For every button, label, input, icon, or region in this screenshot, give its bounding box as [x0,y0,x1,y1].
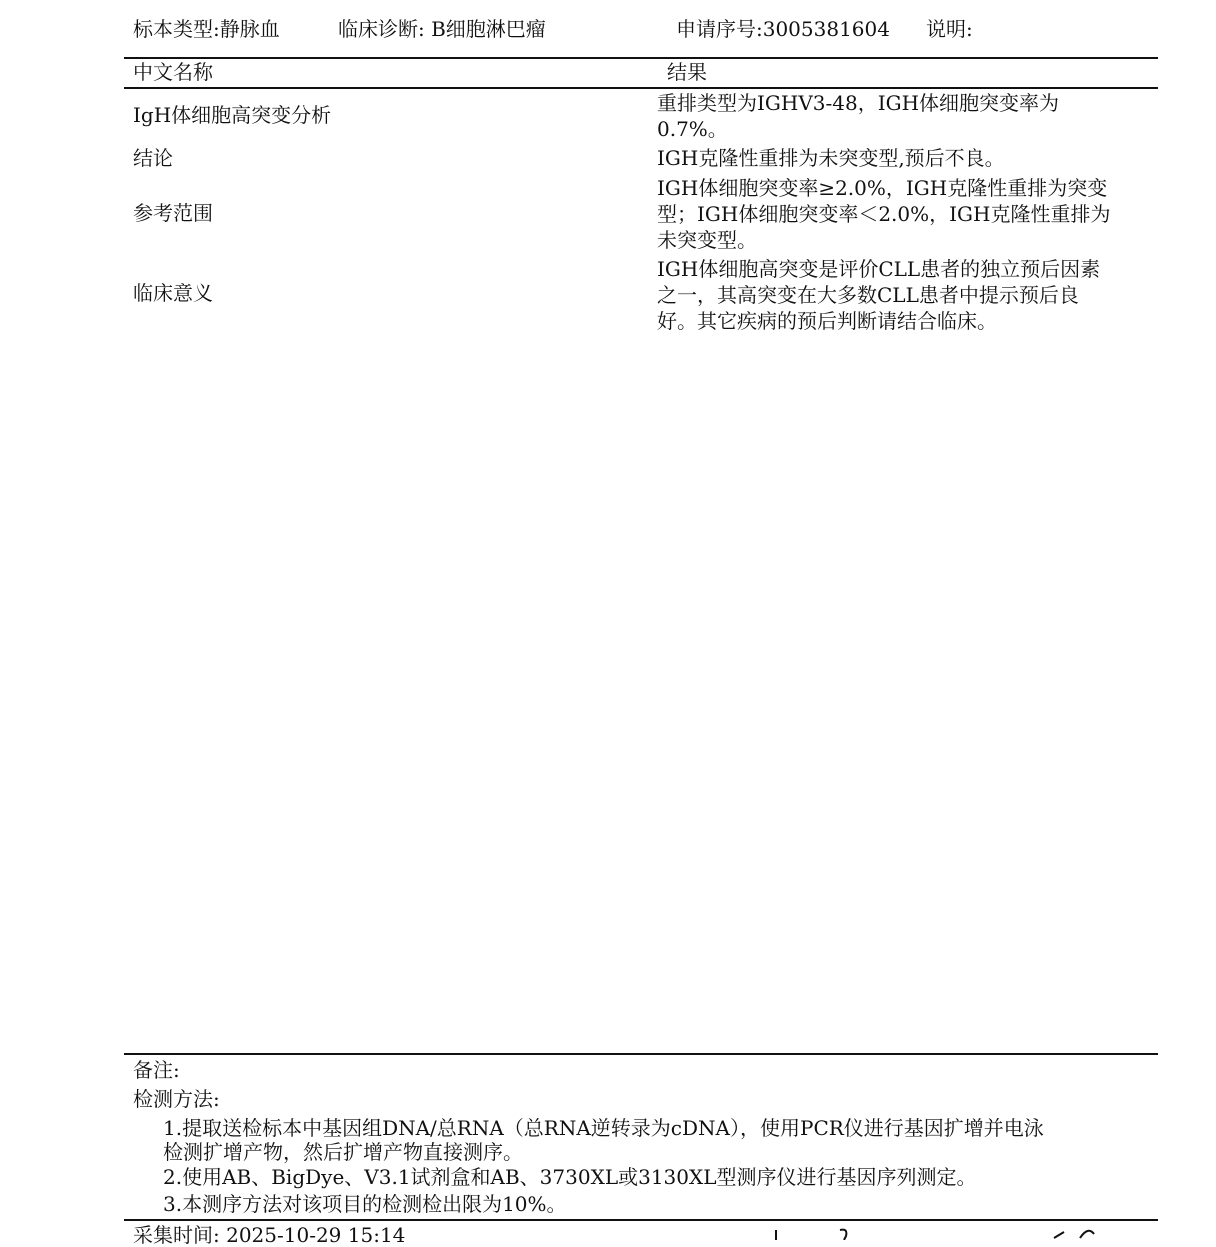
row-name-conclusion: 结论 [133,146,173,170]
method-item-2: 2.使用AB、BigDye、V3.1试剂盒和AB、3730XL或3130XL型测序仪进行基因序列测定。 [163,1165,977,1189]
row-name-clinical-significance: 临床意义 [133,281,213,305]
method-label: 检测方法: [133,1087,220,1111]
signature-mark [1050,1228,1110,1240]
method-item-1: 1.提取送检标本中基因组DNA/总RNA（总RNA逆转录为cDNA），使用PCR仪进行基因扩增并电泳 [163,1116,1044,1140]
row-name-igh-analysis: IgH体细胞高突变分析 [133,103,332,127]
remarks-top-rule [124,1053,1158,1055]
result-line: 之一，其高突变在大多数CLL患者中提示预后良 [657,283,1079,307]
request-number: 申请序号:3005381604 [676,17,890,41]
result-line: IGH体细胞高突变是评价CLL患者的独立预后因素 [657,257,1101,281]
row-result-igh-analysis [657,90,1059,142]
remarks-label: 备注: [133,1058,180,1082]
footer-rule [124,1219,1158,1221]
result-line: IGH体细胞突变率≥2.0%，IGH克隆性重排为突变 [657,176,1108,200]
table-top-rule [124,57,1158,59]
method-item-1-continued: 检测扩增产物，然后扩增产物直接测序。 [163,1140,523,1164]
result-line: 0.7%。 [657,117,728,141]
column-header-name: 中文名称 [133,60,213,84]
method-item-3: 3.本测序方法对该项目的检测检出限为10%。 [163,1192,567,1216]
result-line: 重排类型为IGHV3-48，IGH体细胞突变率为 [657,91,1060,115]
clinical-diagnosis: 临床诊断: B细胞淋巴瘤 [338,17,546,41]
result-line: 未突变型。 [657,228,757,252]
collect-time: 采集时间: 2025-10-29 15:14 [133,1223,406,1247]
result-line: 好。其它疾病的预后判断请结合临床。 [657,309,997,333]
note-label: 说明: [926,17,973,41]
specimen-type: 标本类型:静脉血 [133,17,280,41]
table-header-rule [124,87,1158,89]
signature-mark [770,1228,890,1240]
result-line: IGH克隆性重排为未突变型,预后不良。 [657,146,1005,170]
row-result-reference-range [657,175,1110,253]
row-result-clinical-significance [657,256,1100,334]
column-header-result: 结果 [667,60,707,84]
row-name-reference-range: 参考范围 [133,201,213,225]
result-line: 型；IGH体细胞突变率＜2.0%，IGH克隆性重排为 [657,202,1111,226]
row-result-conclusion [657,145,1005,171]
